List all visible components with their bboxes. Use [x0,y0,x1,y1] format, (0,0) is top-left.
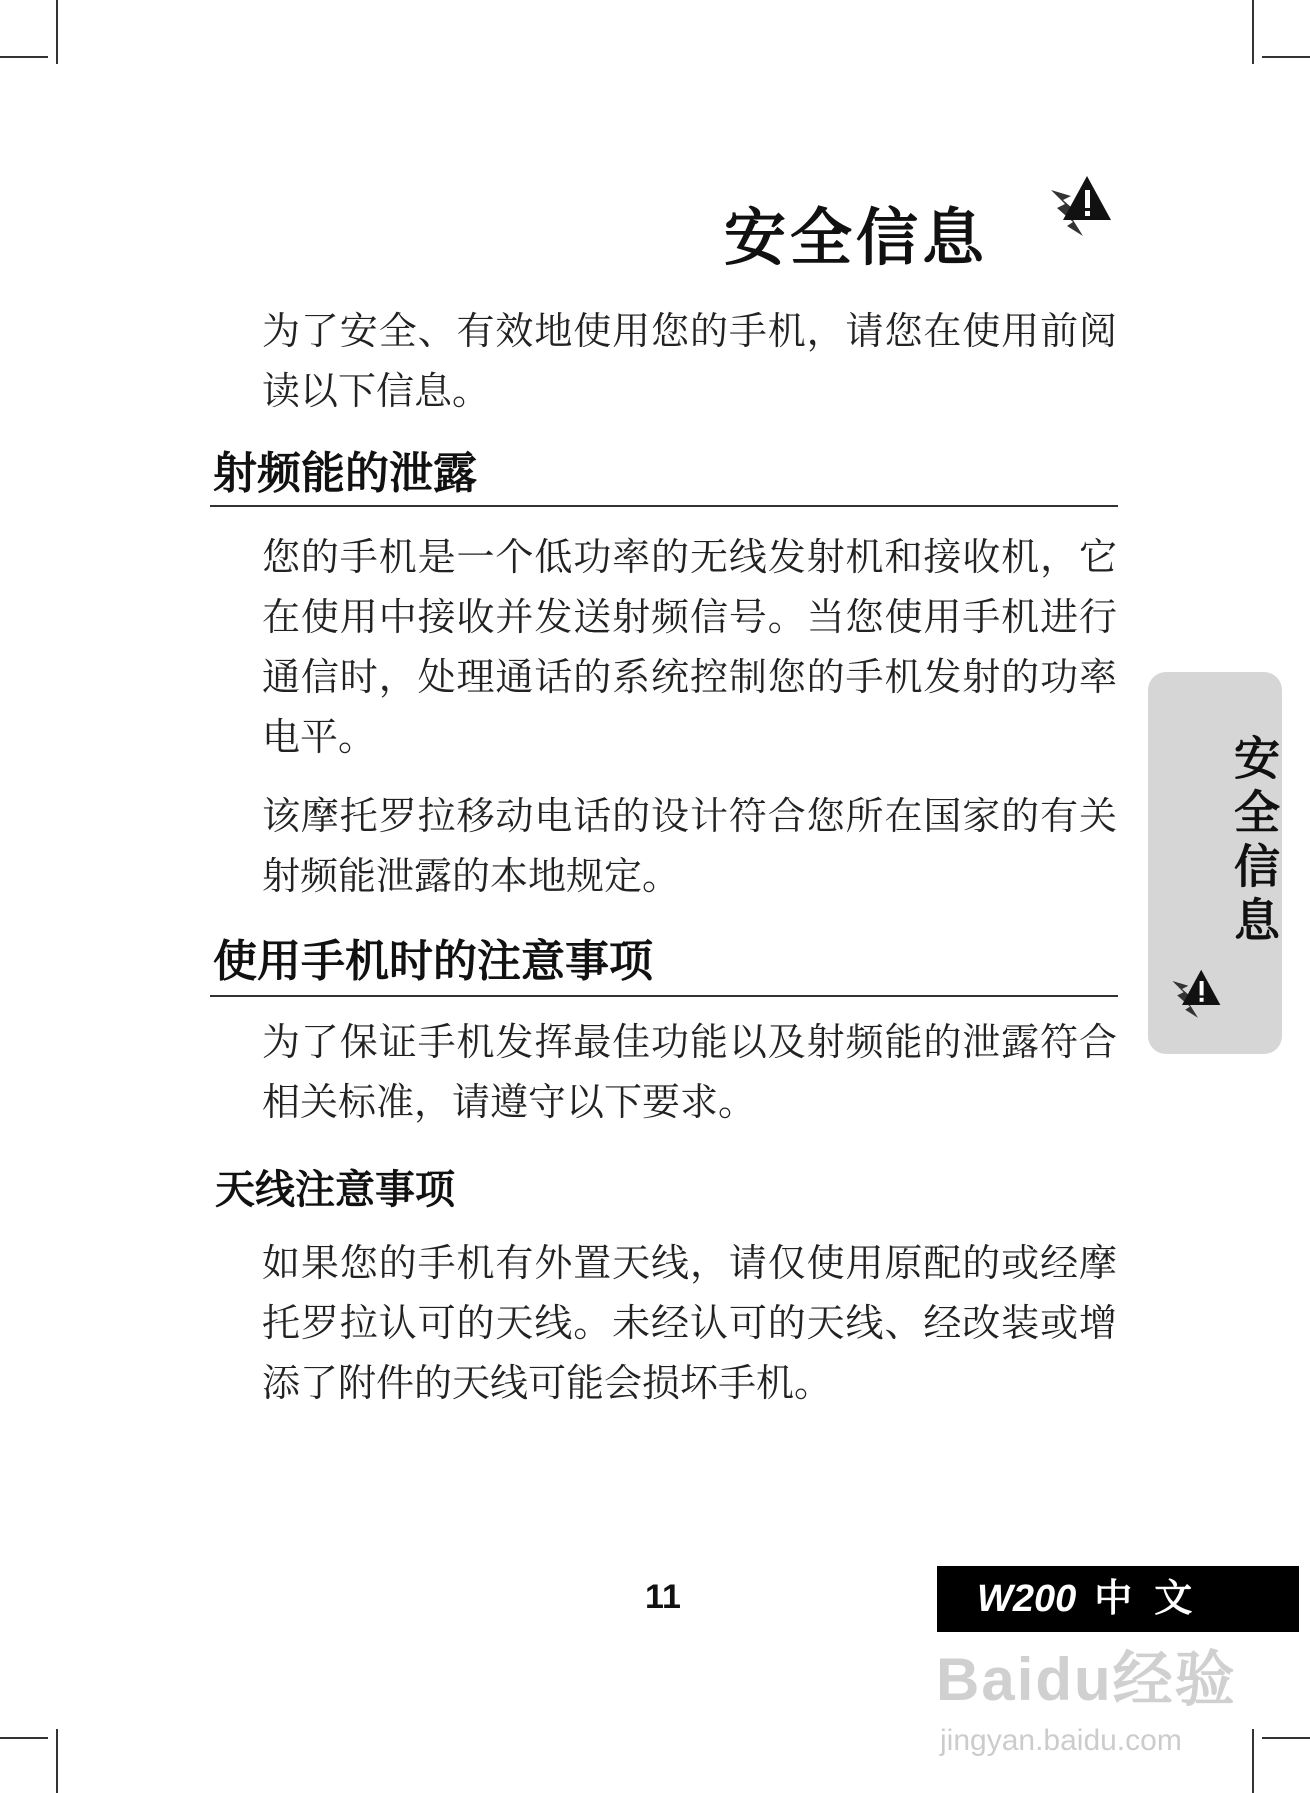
warning-icon [1166,965,1222,1021]
side-tab-label: 安全信息 [1227,734,1281,950]
section-heading-antenna: 天线注意事项 [215,1166,455,1213]
watermark [930,1632,1260,1782]
section-paragraph: 该摩托罗拉移动电话的设计符合您所在国家的有关射频能泄露的本地规定。 [262,794,1117,898]
crop-mark [56,0,58,64]
model-name: W200 [977,1578,1077,1620]
language-label: 中文 [1094,1578,1215,1620]
page-number: 11 [645,1578,681,1616]
page-title: 安全信息 [723,200,988,274]
crop-mark [1252,0,1254,64]
watermark-url: jingyan.baidu.com [940,1724,1182,1757]
section-paragraph: 如果您的手机有外置天线，请仅使用原配的或经摩托罗拉认可的天线。未经认可的天线、经改装或增添了附件的天线可能会损坏手机。 [262,1241,1117,1405]
watermark-logo: Baidu经验 [936,1646,1237,1713]
section-divider [210,505,1118,507]
crop-mark [1262,56,1310,58]
crop-mark [56,1729,58,1793]
crop-mark [0,1737,48,1739]
crop-mark [0,56,48,58]
section-paragraph: 您的手机是一个低功率的无线发射机和接收机，它在使用中接收并发送射频信号。当您使用手机进行通信时，处理通话的系统控制您的手机发射的功率电平。 [262,535,1117,759]
crop-mark [1262,1737,1310,1739]
warning-icon [1043,170,1113,240]
section-heading-rf-exposure: 射频能的泄露 [213,448,477,499]
model-banner [937,1566,1299,1632]
section-divider [210,995,1118,997]
section-paragraph: 为了保证手机发挥最佳功能以及射频能的泄露符合相关标准，请遵守以下要求。 [262,1020,1117,1124]
intro-paragraph: 为了安全、有效地使用您的手机，请您在使用前阅读以下信息。 [262,309,1117,413]
section-heading-usage-notes: 使用手机时的注意事项 [213,936,653,987]
